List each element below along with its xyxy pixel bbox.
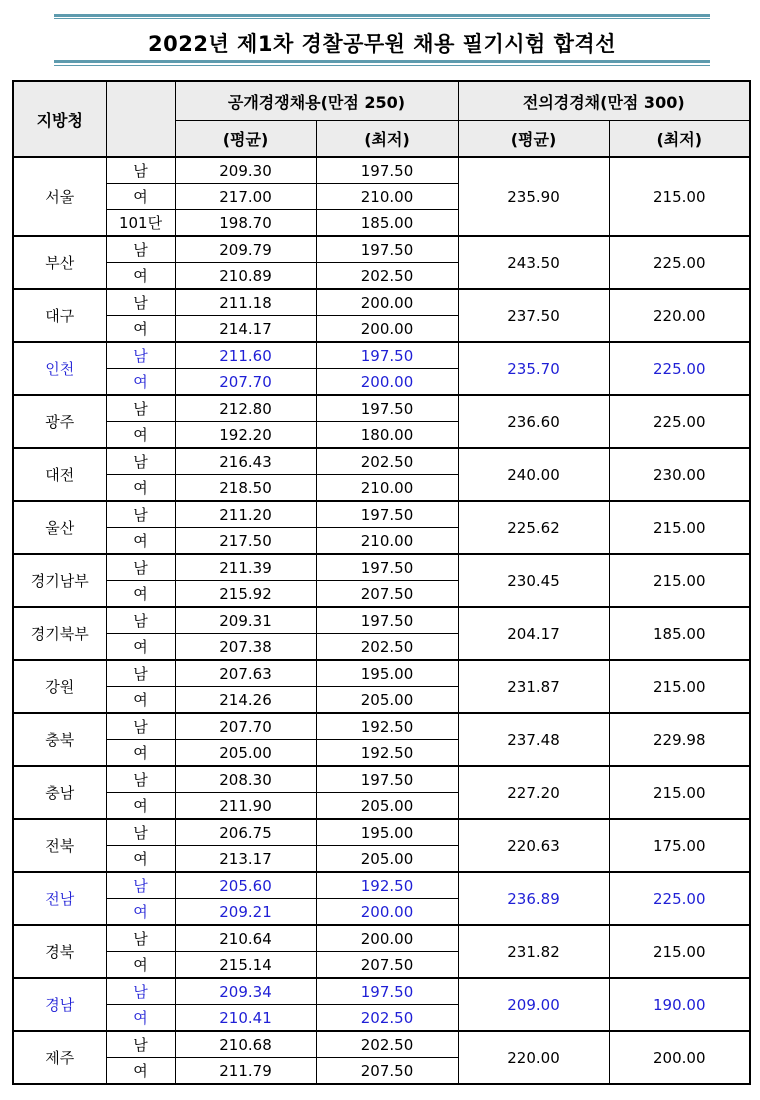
title-rule-bottom [54,60,710,63]
open-avg-cell: 211.18 [175,289,316,316]
open-min-cell: 202.50 [316,634,458,661]
open-min-cell: 202.50 [316,1005,458,1032]
region-cell: 광주 [13,395,106,448]
special-avg-cell: 243.50 [458,236,609,289]
category-cell: 남 [106,925,175,952]
special-min-cell: 215.00 [609,925,750,978]
open-min-cell: 192.50 [316,872,458,899]
special-min-cell: 220.00 [609,289,750,342]
table-header [13,81,750,157]
open-avg-cell: 212.80 [175,395,316,422]
open-min-cell: 200.00 [316,925,458,952]
special-min-cell: 230.00 [609,448,750,501]
region-cell: 제주 [13,1031,106,1084]
category-cell: 여 [106,1058,175,1085]
special-min-cell: 200.00 [609,1031,750,1084]
special-avg-cell: 235.70 [458,342,609,395]
open-avg-cell: 210.68 [175,1031,316,1058]
table-row [13,289,750,316]
category-cell: 여 [106,316,175,343]
open-avg-cell: 207.70 [175,369,316,396]
open-avg-cell: 210.41 [175,1005,316,1032]
special-min-cell: 175.00 [609,819,750,872]
open-avg-cell: 192.20 [175,422,316,449]
open-avg-cell: 209.21 [175,899,316,926]
open-avg-cell: 207.70 [175,713,316,740]
cutoff-table [12,80,751,1085]
category-cell: 남 [106,554,175,581]
open-min-cell: 210.00 [316,184,458,210]
special-avg-cell: 227.20 [458,766,609,819]
category-cell: 여 [106,422,175,449]
open-min-cell: 205.00 [316,687,458,714]
category-cell: 남 [106,448,175,475]
region-cell: 대전 [13,448,106,501]
open-avg-cell: 209.31 [175,607,316,634]
open-min-cell: 200.00 [316,369,458,396]
open-avg-cell: 215.14 [175,952,316,979]
open-avg-cell: 213.17 [175,846,316,873]
open-avg-cell: 205.00 [175,740,316,767]
special-min-cell: 215.00 [609,554,750,607]
open-min-cell: 202.50 [316,448,458,475]
header-open-min: (최저) [316,121,458,158]
category-cell: 여 [106,952,175,979]
category-cell: 남 [106,236,175,263]
category-cell: 여 [106,899,175,926]
table-row [13,607,750,634]
category-cell: 남 [106,607,175,634]
special-avg-cell: 230.45 [458,554,609,607]
category-cell: 남 [106,713,175,740]
header-category [106,81,175,157]
category-cell: 남 [106,395,175,422]
open-min-cell: 197.50 [316,342,458,369]
special-avg-cell: 235.90 [458,157,609,236]
table-body [13,157,750,1084]
region-cell: 대구 [13,289,106,342]
open-min-cell: 202.50 [316,1031,458,1058]
open-min-cell: 197.50 [316,554,458,581]
open-avg-cell: 211.20 [175,501,316,528]
category-cell: 남 [106,978,175,1005]
open-avg-cell: 209.34 [175,978,316,1005]
open-min-cell: 205.00 [316,846,458,873]
open-avg-cell: 208.30 [175,766,316,793]
region-cell: 강원 [13,660,106,713]
open-min-cell: 200.00 [316,899,458,926]
open-avg-cell: 217.50 [175,528,316,555]
open-min-cell: 192.50 [316,740,458,767]
title-banner [54,12,710,66]
open-min-cell: 195.00 [316,660,458,687]
table-row [13,501,750,528]
open-avg-cell: 218.50 [175,475,316,502]
special-avg-cell: 240.00 [458,448,609,501]
category-cell: 남 [106,342,175,369]
open-min-cell: 180.00 [316,422,458,449]
table-row [13,713,750,740]
category-cell: 여 [106,740,175,767]
header-open-avg: (평균) [175,121,316,158]
page-title: 2022년 제1차 경찰공무원 채용 필기시험 합격선 [148,32,616,56]
special-avg-cell: 204.17 [458,607,609,660]
open-avg-cell: 216.43 [175,448,316,475]
open-avg-cell: 211.39 [175,554,316,581]
open-avg-cell: 211.60 [175,342,316,369]
open-min-cell: 195.00 [316,819,458,846]
special-min-cell: 225.00 [609,872,750,925]
category-cell: 여 [106,263,175,290]
table-row [13,766,750,793]
open-avg-cell: 211.90 [175,793,316,820]
open-min-cell: 210.00 [316,475,458,502]
category-cell: 여 [106,634,175,661]
category-cell: 남 [106,872,175,899]
header-special-min: (최저) [609,121,750,158]
category-cell: 여 [106,793,175,820]
region-cell: 경남 [13,978,106,1031]
region-cell: 서울 [13,157,106,236]
region-cell: 경기북부 [13,607,106,660]
region-cell: 경북 [13,925,106,978]
open-avg-cell: 211.79 [175,1058,316,1085]
special-avg-cell: 236.89 [458,872,609,925]
special-avg-cell: 236.60 [458,395,609,448]
open-min-cell: 205.00 [316,793,458,820]
open-min-cell: 192.50 [316,713,458,740]
table-row [13,342,750,369]
region-cell: 경기남부 [13,554,106,607]
open-min-cell: 207.50 [316,581,458,608]
table-row [13,872,750,899]
region-cell: 전북 [13,819,106,872]
open-avg-cell: 210.89 [175,263,316,290]
special-min-cell: 215.00 [609,501,750,554]
special-avg-cell: 209.00 [458,978,609,1031]
open-avg-cell: 198.70 [175,210,316,237]
open-min-cell: 197.50 [316,236,458,263]
open-min-cell: 202.50 [316,263,458,290]
special-avg-cell: 220.00 [458,1031,609,1084]
special-min-cell: 215.00 [609,157,750,236]
special-min-cell: 225.00 [609,395,750,448]
category-cell: 여 [106,1005,175,1032]
table-row [13,925,750,952]
special-min-cell: 225.00 [609,342,750,395]
header-special-recruit: 전의경경채(만점 300) [458,81,750,121]
open-min-cell: 207.50 [316,1058,458,1085]
open-avg-cell: 206.75 [175,819,316,846]
special-min-cell: 185.00 [609,607,750,660]
title-rule-bottom-thin [54,65,710,66]
region-cell: 전남 [13,872,106,925]
open-avg-cell: 209.30 [175,157,316,184]
special-avg-cell: 237.50 [458,289,609,342]
category-cell: 여 [106,687,175,714]
category-cell: 여 [106,846,175,873]
open-avg-cell: 209.79 [175,236,316,263]
category-cell: 여 [106,184,175,210]
special-avg-cell: 231.87 [458,660,609,713]
open-min-cell: 197.50 [316,157,458,184]
category-cell: 여 [106,581,175,608]
open-avg-cell: 207.38 [175,634,316,661]
open-avg-cell: 214.17 [175,316,316,343]
header-region: 지방청 [13,81,106,157]
open-min-cell: 197.50 [316,501,458,528]
region-cell: 충북 [13,713,106,766]
open-avg-cell: 214.26 [175,687,316,714]
table-row [13,978,750,1005]
region-cell: 부산 [13,236,106,289]
special-min-cell: 215.00 [609,766,750,819]
category-cell: 남 [106,819,175,846]
category-cell: 남 [106,766,175,793]
table-row [13,448,750,475]
category-cell: 101단 [106,210,175,237]
special-min-cell: 215.00 [609,660,750,713]
category-cell: 남 [106,501,175,528]
open-avg-cell: 207.63 [175,660,316,687]
open-min-cell: 197.50 [316,766,458,793]
category-cell: 여 [106,475,175,502]
category-cell: 남 [106,660,175,687]
title-rule-top-thin [54,18,710,19]
table-row [13,554,750,581]
table-row [13,819,750,846]
category-cell: 남 [106,289,175,316]
special-avg-cell: 225.62 [458,501,609,554]
category-cell: 여 [106,528,175,555]
open-avg-cell: 217.00 [175,184,316,210]
category-cell: 남 [106,157,175,184]
open-min-cell: 207.50 [316,952,458,979]
special-avg-cell: 231.82 [458,925,609,978]
header-special-avg: (평균) [458,121,609,158]
category-cell: 남 [106,1031,175,1058]
table-row [13,660,750,687]
special-avg-cell: 220.63 [458,819,609,872]
open-min-cell: 200.00 [316,289,458,316]
open-min-cell: 185.00 [316,210,458,237]
special-avg-cell: 237.48 [458,713,609,766]
open-min-cell: 197.50 [316,607,458,634]
table-row [13,236,750,263]
special-min-cell: 225.00 [609,236,750,289]
special-min-cell: 229.98 [609,713,750,766]
open-min-cell: 197.50 [316,395,458,422]
header-open-competition: 공개경쟁채용(만점 250) [175,81,458,121]
open-avg-cell: 205.60 [175,872,316,899]
title-rule-top [54,14,710,17]
region-cell: 울산 [13,501,106,554]
open-min-cell: 200.00 [316,316,458,343]
open-avg-cell: 215.92 [175,581,316,608]
open-avg-cell: 210.64 [175,925,316,952]
region-cell: 충남 [13,766,106,819]
region-cell: 인천 [13,342,106,395]
category-cell: 여 [106,369,175,396]
special-min-cell: 190.00 [609,978,750,1031]
table-row [13,157,750,184]
open-min-cell: 210.00 [316,528,458,555]
open-min-cell: 197.50 [316,978,458,1005]
table-row [13,395,750,422]
table-row [13,1031,750,1058]
